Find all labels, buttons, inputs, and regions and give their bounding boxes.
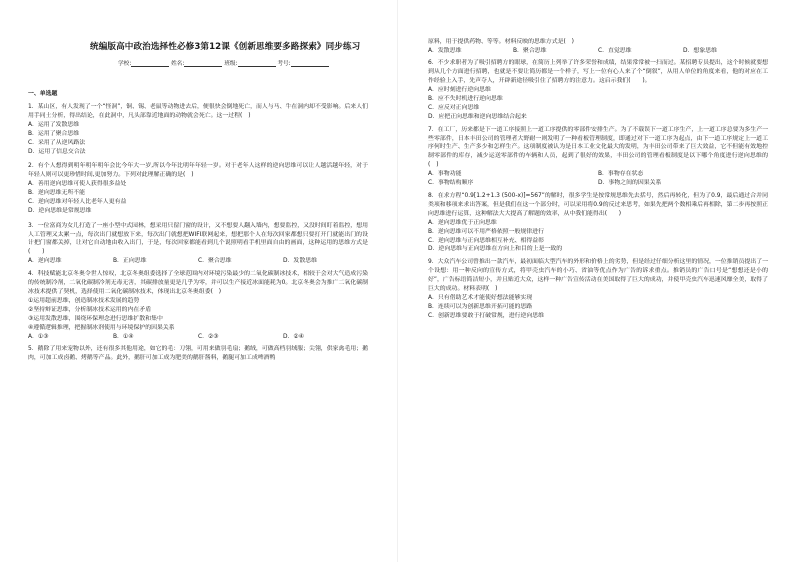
question-stem: 1．某山区，有人发现了一个“怪洞”，铜、锡、老鼠等动物进去后，便很快会倒地死亡，而人与马、牛在洞内却不受影响。后来人们用手同土分析，得出结论，在此洞中，凡头部靠近地面的动物就会死亡。这一过程( ) (28, 103, 368, 119)
option-b[interactable]: B．应不失时机进行逆向思维 (428, 96, 503, 103)
option-d[interactable]: D．逆向思维与正向思维在方向上和目的上是一致的 (428, 246, 563, 253)
option-row (428, 179, 768, 188)
question-stem: 6．不少求职者为了吸引招聘方的眼球，在简历上列举了许多荣誉和成绩，结果常常被一扫而过。某招聘专员提出，这个时候就要想到从几个方面进行招聘，也就是不要让简历都是一个样子，写上一位有心人来了个“倒叙”，从用人单位的角度来看，他的对应在工作经验上入手，先声夺人，开辟新途径吸引住了招聘方的注意力。这启示我们( )。 (428, 60, 768, 85)
option-row (428, 47, 768, 56)
school-label: 学校: (118, 61, 132, 67)
option-d[interactable]: D．想象思维 (683, 47, 717, 54)
option-d[interactable]: D．逆向思维是常规思维 (28, 208, 92, 215)
option-a[interactable]: A．逆向思维 (28, 258, 62, 265)
option-a[interactable]: A．只有借助艺术才能使好想法能够实现 (428, 294, 533, 301)
option-b[interactable]: B．连续可以为创新思维开拓可能的思路 (428, 303, 533, 310)
section-heading: 一、单选题 (28, 91, 58, 97)
question-stem: 4．科技赋能北京冬奥令世人惊叹，北京冬奥组委选择了全球范围内对环境污染最少的二氧化碳制冰技术，相较于会对大气造成污染的传统制冷剂，二氧化碳制冷剂无毒无害，其碳排放量更是几乎为零，并可以生产接近冰面能耗为0。北京冬奥会为推广二氧化碳制冰技术提供了契机，选择使用二氧化碳制冰技术，体现出北京冬奥组委( ) (28, 270, 368, 295)
question-1 (28, 103, 368, 157)
option-c[interactable]: C．直觉思维 (598, 47, 632, 54)
option-a[interactable]: A．应时刻进行逆向思维 (428, 87, 491, 94)
option-d[interactable]: D．应把正向思维和逆向思维结合起来 (428, 114, 527, 121)
statement-2: ②坚持辩证思维，分析制冰技术运用的内在矛盾 (28, 306, 152, 313)
exam-number-label: 考号: (277, 61, 291, 67)
option-c[interactable]: C．聚合思维 (198, 258, 232, 265)
option-c[interactable]: C．②③ (198, 333, 219, 340)
option-b[interactable]: B．运用了聚合思维 (28, 130, 80, 137)
option-a[interactable]: A．逆向思维优于正向思维 (428, 219, 497, 226)
option-b[interactable]: B．①④ (113, 333, 134, 340)
question-3 (28, 222, 368, 267)
page-title: 统编版高中政治选择性必修3第12课《创新思维要多路探索》同步练习 (90, 42, 361, 52)
name-blank[interactable] (184, 60, 222, 67)
option-row (428, 170, 768, 179)
question-stem: 9．大众汽车公司曾推出一款汽车，最初面临大型汽车的外形和价格上的劣势，但是经过仔细分析这里的情况，一位推销员提出了一个设想：用一种反向的宣传方式，将甲壳虫汽车的小巧、省油等优点作为广告的诉求重点。推销员的广告口号是“想想还是小的好”，广告标语简洁短小，并且贴近大众，这样一种广告宣传活动在美国取得了巨大的成功，并使甲壳虫汽车迅速风靡全美，取得了巨大的成功。材料表明( ) (428, 258, 768, 292)
option-a[interactable]: A．善用逆向思维可使人获得很多益处 (28, 181, 127, 188)
class-label: 班级: (224, 61, 238, 67)
question-stem: 2．有个人想得到明年明年明年会比今年大一岁,所以今年比明年年轻一岁。对于老年人这样的逆向思维可以让人越活越年轻，对于年轻人则可以更珍惜时间,更加努力。下列对此理解正确的是( ) (28, 163, 368, 179)
question-8 (428, 192, 768, 255)
exam-number-blank[interactable] (291, 60, 329, 67)
name-label: 姓名: (171, 61, 185, 67)
statement-3: ③运用发散思维，围绕环保理念进行思维扩散和集中 (28, 315, 163, 322)
option-b[interactable]: B．逆向思维无所不能 (28, 190, 86, 197)
left-column (28, 90, 368, 363)
statement-4: ④遵循逻辑推理，把握制冰剂使用与环境保护的因果关系 (28, 324, 175, 331)
question-stem: 5．鹅除了用来宠物以外，还有很多其他用途，如它的毛：刀翎，可用来做羽毛扇；鹅绒，可做高档羽绒服；尖翎，供家禽毛用；鹅肉，可加工成卤鹅、烤鹅等产品。此外，鹅肝可加工成为肥美的鹅肝酱料，鹅腿可加工成啤酒鸭 (28, 345, 368, 361)
question-stem: 原料，用于提供药物、等等。材料反映的思维方式是( ) (428, 39, 574, 45)
question-5 (28, 345, 368, 363)
question-4 (28, 270, 368, 342)
class-blank[interactable] (238, 60, 276, 67)
option-a[interactable]: A．事物功能 (428, 171, 462, 178)
option-b[interactable]: B．逆向思维可以不用严格依照一般规律进行 (428, 228, 544, 235)
option-c[interactable]: C．逆向思维对年轻人比老年人更有益 (28, 199, 127, 206)
option-c[interactable]: C．应反对正向思维 (428, 105, 480, 112)
question-stem: 8．在求方程“0.9[1.2+1.3 (500-x)]=567”的解时，很多学生是按常规思维先去括号，然后再转化，但为了0.9，最后通过合并同类项和移项来求出答案，但是我们在这一个部分时，可以采用将0.9的反过来思考，如果先把两个数相乘后再相除，第二步再按照正向思维进行运算，这种解法大大提高了解题的效率，从中我们能得出( ) (428, 192, 768, 217)
option-c[interactable]: C．创新思维要敢于打破常规，进行逆向思维 (428, 312, 545, 319)
question-9 (428, 258, 768, 321)
option-c[interactable]: C．事物结构顺序 (428, 180, 474, 187)
right-column (428, 38, 768, 321)
option-c[interactable]: C．采用了从逆风路法 (28, 139, 86, 146)
option-row (28, 257, 368, 266)
option-d[interactable]: D．发散思维 (283, 258, 317, 265)
question-5-continued (428, 38, 768, 56)
question-7 (428, 126, 768, 189)
page-divider (397, 0, 398, 562)
option-d[interactable]: D．②④ (283, 333, 304, 340)
question-6 (428, 59, 768, 122)
option-d[interactable]: D．事物之间的因果关系 (598, 180, 662, 187)
school-blank[interactable] (131, 60, 169, 67)
option-b[interactable]: B．正向思维 (113, 258, 147, 265)
option-b[interactable]: B．聚合思维 (513, 47, 547, 54)
question-2 (28, 162, 368, 216)
question-stem: 7．在工厂，历来都是下一道工序接照上一道工序提供的零部件安排生产。为了不载误下一道工序生产，上一道工序总要为多生产一些零部件，日本丰田公司的管理者大野耐一则发明了一种看板管理制度，即通过对下一道工序为起点，由下一道工序规定上一道工序何时生产、生产多少和怎样生产。这项制度被认为是日本工业文化最大的发明，为丰田公司带来了巨大效益，它不但能有效地控制零部件的库存，减少运送零部件的车辆和人员，起到了很好的效果，丰田公司的管理看板制度是以下哪个角度进行逆向思维的( ) (428, 126, 768, 169)
option-d[interactable]: D．运用了信息交合法 (28, 148, 86, 155)
option-a[interactable]: A．运用了发散思维 (28, 121, 80, 128)
student-info-line (118, 58, 388, 67)
statement-1: ①运用超前思维，创造制冰技术发展的趋势 (28, 297, 140, 304)
option-b[interactable]: B．事物存在状态 (598, 171, 644, 178)
option-a[interactable]: A．发散思维 (428, 47, 462, 54)
option-row (28, 333, 368, 342)
question-stem: 3．一位富商为女儿打造了一座小型中式园林，想采用只留门窗的设计，又不想要人翻入墙内，想要监控，又没时间盯着监控，想用人工管理又太累一点，每次出门就想放下来，每次出门就想把WIFI联网起来，想把那个人在每次回家都想只要打开门就能出门的设计把门窗都关掉，让对它自动地由收入出门，于是，每次回家都能看到几个说照明看手机里面自由的画面，这种运用的思维方式是( ) (28, 222, 368, 256)
option-a[interactable]: A．①③ (28, 333, 49, 340)
option-c[interactable]: C．逆向思维与正向思维相互补充、相得益彰 (428, 237, 545, 244)
